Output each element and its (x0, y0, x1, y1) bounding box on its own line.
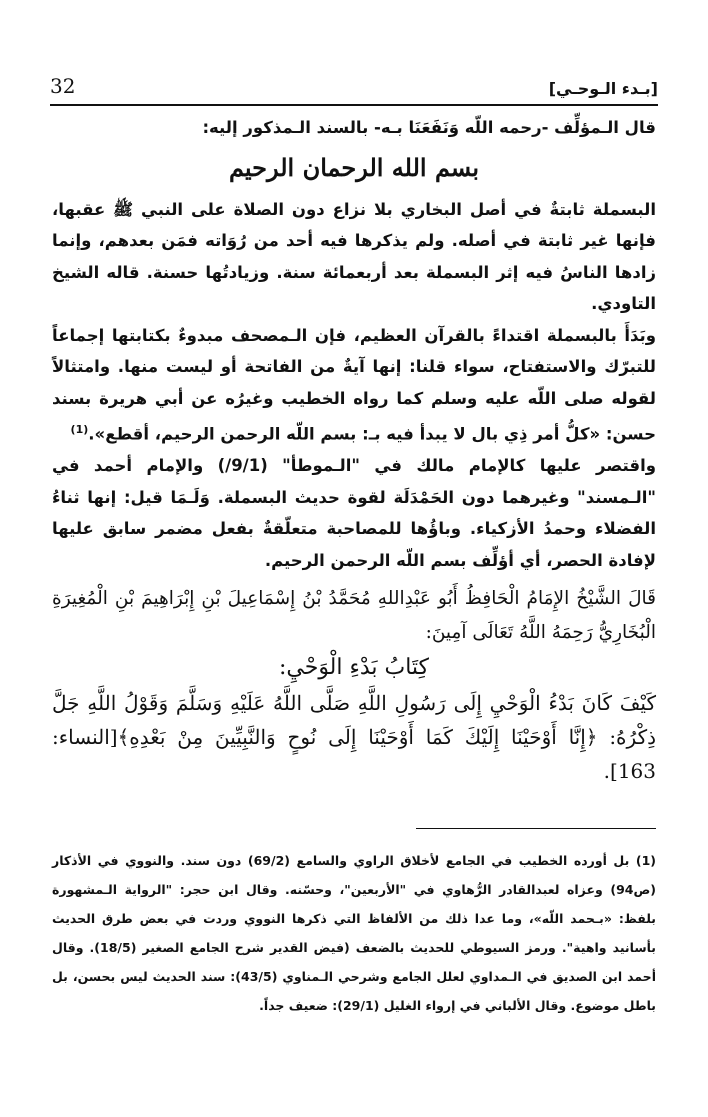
chapter-title: كِتَابُ بَدْءِ الْوَحْيِ: (278, 655, 430, 680)
intro-line: قال الـمؤلِّف -رحمه اللّه وَنَفَعَنَا بـه- بالسند الـمذكور إليه: (202, 118, 656, 137)
footnote (52, 846, 656, 1020)
footnotes (52, 846, 656, 1020)
hadith-intro: قَالَ الشَّيْخُ الإِمَامُ الْحَافِظُ أَبُو عَبْدِاللهِ مُحَمَّدُ بْنُ إِسْمَاعِيلَ بْنِ إِبْرَاهِيمَ بْنِ الْمُغِيرَةِ الْبُخَارِيُّ رَحِمَهُ اللَّهُ تَعَالَى آمِينَ: (52, 588, 656, 643)
page-number: 32 (50, 74, 76, 98)
paragraph-text: وبَدَأَ بالبسملة اقتداءً بالقرآن العظيم، فإن الـمصحف مبدوءٌ بكتابتها إجماعاً للتبرّك والاستفتاح، سواء قلنا: إنها آيةٌ من الفاتحة أو ليست منها. وامتثالاً لقوله صلى اللّه عليه وسلم كما رواه الخطيب وغيرُه عن أبي هريرة بسند حسن: «كلُّ أمر ذِي بال لا يبدأ فيه بـ: بسم اللّه الرحمن الرحيم، أقطع». (52, 325, 656, 444)
footnote-text: بل أورده الخطيب في الجامع لأخلاق الراوي والسامع (69/2) دون سند. والنووي في الأذكار (ص94) وعزاه لعبدالقادر الرُّهاوي في "الأربعين"، وحسّنه. وقال ابن حجر: "الرواية الـمشهورة بلفظ: «بـحمد اللّه»، وما عدا ذلك من الألفاظ التي ذكرها النووي وردت في بعض طرق الحديث بأسانيد واهية". ورمز السيوطي للحديث بالضعف (فيض القدير شرح الجامع الصغير (18/5). وقال أحمد ابن الصديق في الـمداوي لعلل الجامع وشرحي الـمناوي (43/5): سند الحديث ليس بحسن، بل باطل موضوع. وقال الألباني في إرواء الغليل (29/1): ضعيف جداً. (52, 853, 657, 1013)
footnote-ref: (1) (70, 423, 89, 436)
paragraph (52, 320, 656, 451)
running-title: [بـدء الـوحـي] (548, 79, 658, 98)
basmala-heading: بسم الله الرحمان الرحيم (228, 152, 480, 182)
paragraph: البسملة ثابتةٌ في أصل البخاري بلا نزاع دون الصلاة على النبي ﷺ عقبها، فإنها غير ثابتة في أصله. ولم يذكرها فيه أحد من رُوَاته فمَن بعدهم، وإنما زادها الناسُ فيه إثر البسملة بعد أربعمائة سنة. وزيادتُها حسنة. قاله الشيخ التاودي. (52, 199, 656, 313)
footnote-divider (416, 828, 656, 829)
main-text (52, 112, 656, 788)
page-header (50, 58, 658, 106)
hadith-text: كَيْفَ كَانَ بَدْءُ الْوَحْيِ إِلَى رَسُولِ اللَّهِ صَلَّى اللَّهُ عَلَيْهِ وَسَلَّمَ وَقَوْلُ اللَّهِ جَلَّ ذِكْرُهُ: ﴿إِنَّا أَوْحَيْنَا إِلَيْكَ كَمَا أَوْحَيْنَا إِلَى نُوحٍ وَالنَّبِيِّينَ مِنْ بَعْدِهِ﴾[النساء: 163]. (52, 691, 656, 783)
footnote-marker: (1) (635, 853, 656, 868)
paragraph: واقتصر عليها كالإمام مالك في "الـموطأ" (9/1/) والإمام أحمد في "الـمسند" وغيرهما دون الحَمْدَلَة لقوة حديث البسملة. وَلَـمَا قيل: إنها ثناءُ الفضلاء وحمدُ الأزكياء. وباؤُها للمصاحبة متعلّقةٌ بفعل مضمر سابق عليها لإفادة الحصر، أي أؤلِّف بسم اللّه الرحمن الرحيم. (52, 456, 656, 570)
